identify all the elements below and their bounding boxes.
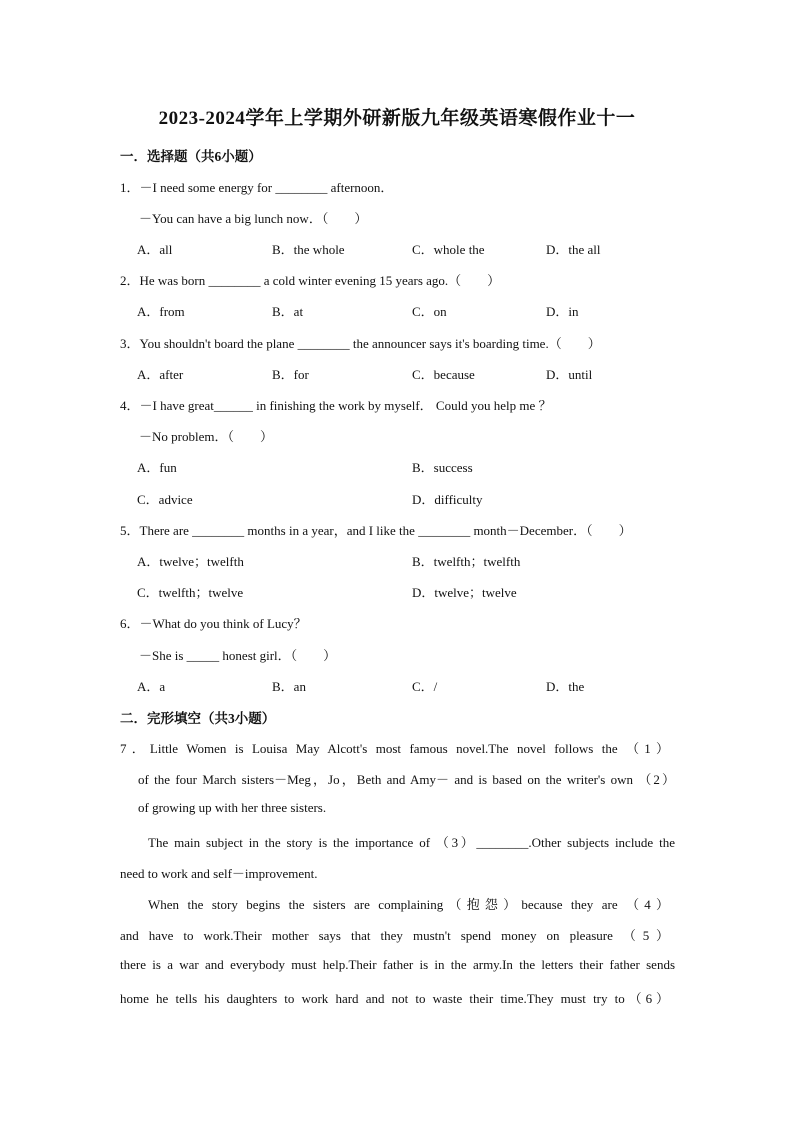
- q1-option-b[interactable]: B．the whole: [272, 242, 345, 257]
- passage-line-8: there is a war and everybody must help.Their father is in the army.In the letters their father sends: [120, 957, 675, 972]
- q1-option-a[interactable]: A．all: [137, 242, 173, 257]
- q3-option-c[interactable]: C．because: [412, 367, 475, 382]
- q1-stem2: －You can have a big lunch now．（ ）: [139, 211, 368, 226]
- q6-stem: 6．－What do you think of Lucy？: [120, 616, 307, 631]
- q5-stem: 5．There are ________ months in a year，and I like the ________ month－December．（ ）: [120, 523, 632, 538]
- q1-option-c[interactable]: C．whole the: [412, 242, 485, 257]
- q5-option-a[interactable]: A．twelve；twelfth: [137, 554, 244, 569]
- q4-option-a[interactable]: A．fun: [137, 460, 177, 475]
- section1-heading: 一．选择题（共6小题）: [120, 149, 262, 164]
- q2-option-a[interactable]: A．from: [137, 304, 185, 319]
- page-title: 2023-2024学年上学期外研新版九年级英语寒假作业十一: [158, 108, 636, 129]
- passage-line-3: of growing up with her three sisters.: [138, 800, 327, 815]
- q3-stem: 3．You shouldn't board the plane ________ the announcer says it's boarding time.（ ）: [120, 336, 601, 351]
- passage-line-9: home he tells his daughters to work hard and not to waste their time.They must try to（6）: [120, 991, 669, 1006]
- q6-option-d[interactable]: D．the: [546, 679, 585, 694]
- q4-stem2: －No problem．（ ）: [139, 429, 273, 444]
- q2-stem: 2．He was born ________ a cold winter evening 15 years ago.（ ）: [120, 273, 501, 288]
- q5-option-c[interactable]: C．twelfth；twelve: [137, 585, 244, 600]
- section2-heading: 二．完形填空（共3小题）: [120, 711, 276, 726]
- q5-option-b[interactable]: B．twelfth；twelfth: [412, 554, 521, 569]
- q3-option-a[interactable]: A．after: [137, 367, 184, 382]
- q2-option-d[interactable]: D．in: [546, 304, 579, 319]
- q4-option-d[interactable]: D．difficulty: [412, 492, 483, 507]
- passage-line-6: When the story begins the sisters are complaining（抱怨）because they are （4）: [148, 897, 669, 912]
- passage-line-5: need to work and self－improvement.: [120, 866, 318, 881]
- passage-line-7: and have to work.Their mother says that they mustn't spend money on pleasure （5）: [120, 928, 669, 943]
- q6-option-a[interactable]: A．a: [137, 679, 166, 694]
- q4-option-b[interactable]: B．success: [412, 460, 473, 475]
- q4-option-c[interactable]: C．advice: [137, 492, 193, 507]
- q6-option-b[interactable]: B．an: [272, 679, 306, 694]
- q6-option-c[interactable]: C．/: [412, 679, 438, 694]
- q6-stem2: －She is _____ honest girl．（ ）: [139, 648, 337, 663]
- passage-line-2: of the four March sisters－Meg，Jo，Beth and Amy－ and is based on the writer's own （2）: [138, 772, 675, 787]
- q2-option-c[interactable]: C．on: [412, 304, 447, 319]
- passage-line-4: The main subject in the story is the importance of （3）________.Other subjects include the: [148, 835, 675, 850]
- q5-option-d[interactable]: D．twelve；twelve: [412, 585, 517, 600]
- q3-option-d[interactable]: D．until: [546, 367, 593, 382]
- passage-line-1: 7．Little Women is Louisa May Alcott's most famous novel.The novel follows the （1）: [120, 741, 669, 756]
- q4-stem: 4．－I have great______ in finishing the work by myself． Could you help me ？: [120, 398, 552, 413]
- q2-option-b[interactable]: B．at: [272, 304, 304, 319]
- q3-option-b[interactable]: B．for: [272, 367, 309, 382]
- q1-stem: 1．－I need some energy for ________ afternoon．: [120, 180, 394, 195]
- q1-option-d[interactable]: D．the all: [546, 242, 601, 257]
